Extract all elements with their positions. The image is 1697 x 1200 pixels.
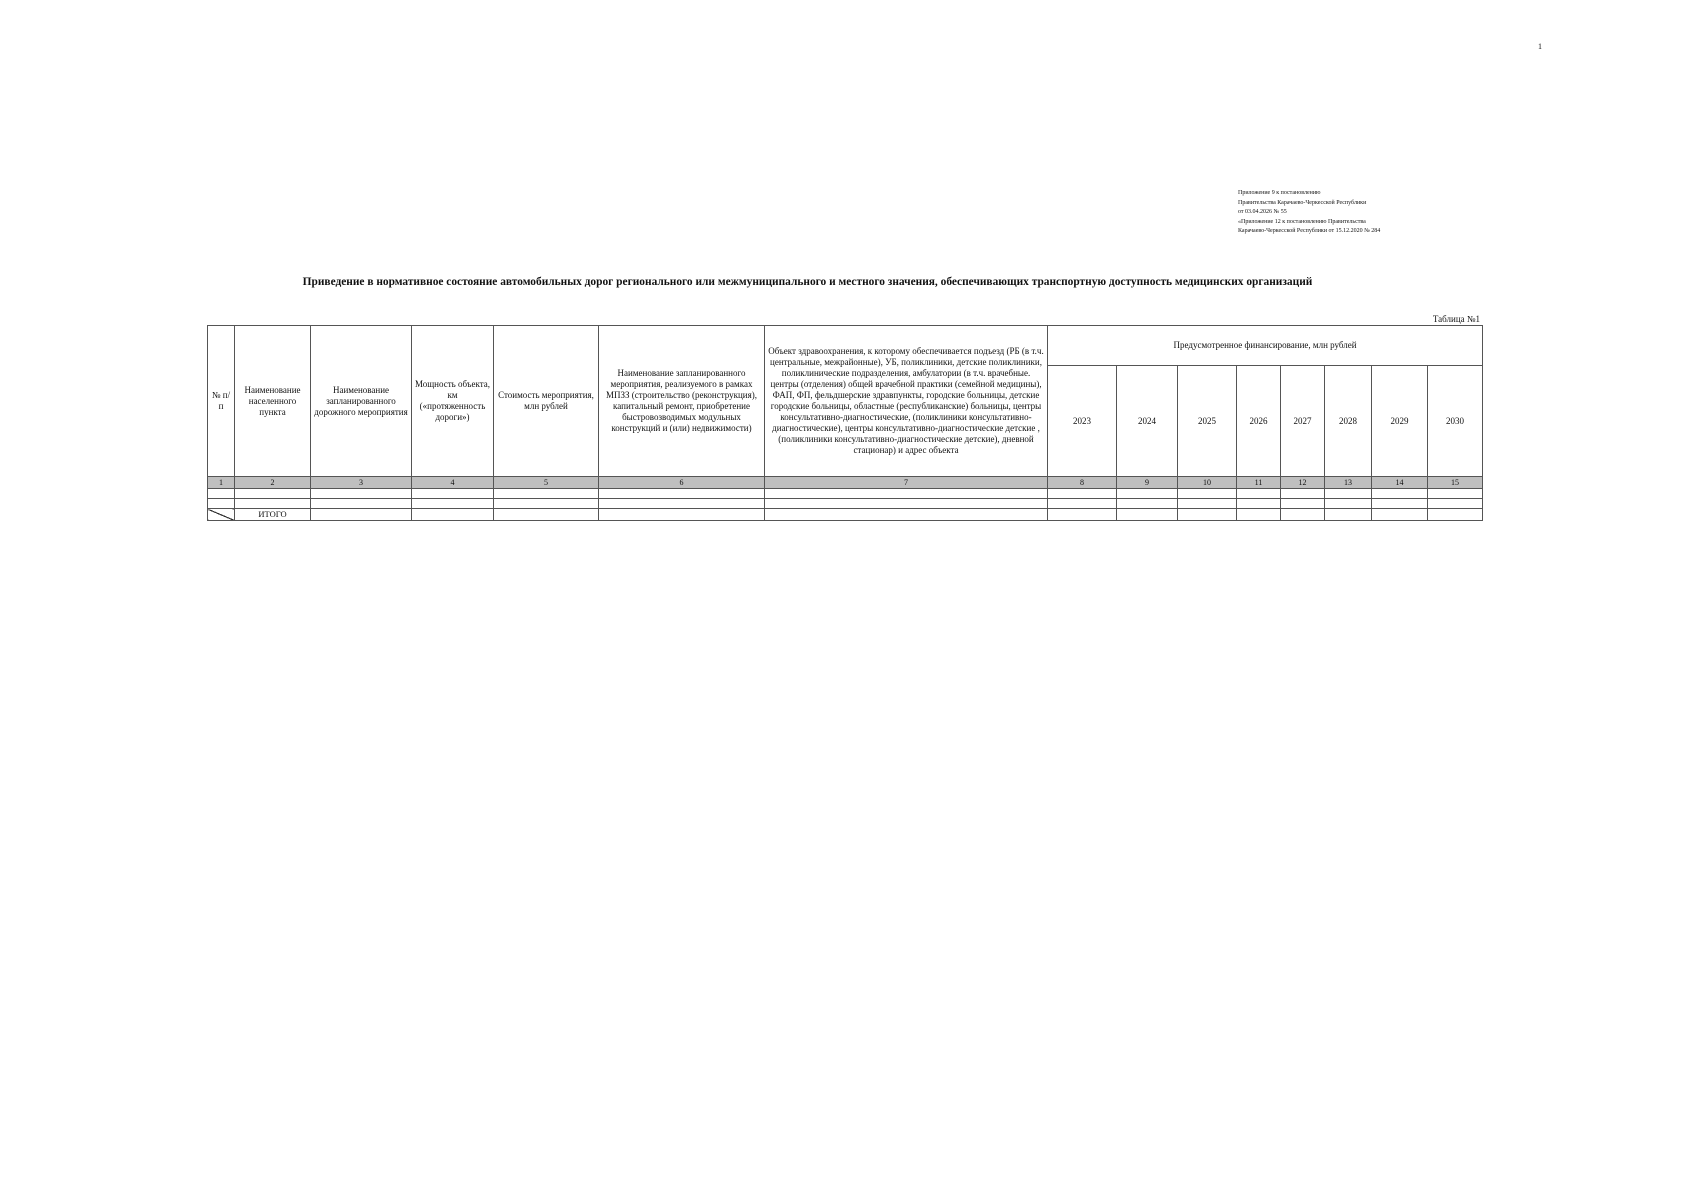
table-row: [208, 489, 1483, 499]
annex-line: Правительства Карачаево-Черкесской Республики: [1238, 199, 1367, 206]
table-cell: [1048, 499, 1117, 509]
table-cell: [412, 509, 494, 521]
table-cell: [235, 499, 311, 509]
table-cell: [1281, 509, 1325, 521]
table-cell: [1372, 489, 1428, 499]
table-cell: [1048, 489, 1117, 499]
column-number: 10: [1178, 477, 1237, 489]
table-cell: [1178, 499, 1237, 509]
table-cell: [412, 489, 494, 499]
table-cell: [1372, 509, 1428, 521]
header-cost: Стоимость мероприятия, млн рублей: [494, 326, 599, 477]
column-number: 8: [1048, 477, 1117, 489]
table-cell: [494, 489, 599, 499]
table-cell: [1325, 499, 1372, 509]
table-cell: [1428, 509, 1483, 521]
table-cell: [1237, 499, 1281, 509]
table-cell: [1325, 509, 1372, 521]
table-cell: [1281, 499, 1325, 509]
header-year: 2026: [1237, 366, 1281, 477]
table-cell: [1237, 489, 1281, 499]
column-number-row: [208, 477, 1483, 489]
column-number: 5: [494, 477, 599, 489]
document-title: Приведение в нормативное состояние автомобильных дорог регионального или межмуниципального и местного значения, обеспечивающих транспортную доступность медицинских организаций: [302, 276, 1313, 288]
annex-line: Карачаево-Черкесской Республики от 15.12.2020 № 284: [1238, 228, 1381, 234]
table-row: [208, 499, 1483, 509]
table-cell: [765, 509, 1048, 521]
column-number: 2: [235, 477, 311, 489]
table-cell: [765, 489, 1048, 499]
table-cell: [1428, 489, 1483, 499]
header-year: 2025: [1178, 366, 1237, 477]
table-cell: [1325, 489, 1372, 499]
column-number: 7: [765, 477, 1048, 489]
column-number: 14: [1372, 477, 1428, 489]
table-cell: [599, 489, 765, 499]
table-cell: [1117, 499, 1178, 509]
column-number: 13: [1325, 477, 1372, 489]
table-cell: [1117, 509, 1178, 521]
funding-table: [207, 325, 1483, 521]
table-cell: [311, 509, 412, 521]
annex-line: Приложение 9 к постановлению: [1238, 190, 1321, 196]
header-road-event: Наименование запланированного дорожного мероприятия: [311, 326, 412, 477]
annex-note: [1238, 189, 1498, 237]
table-cell: [1372, 499, 1428, 509]
table-cell: [1428, 499, 1483, 509]
table-cell: [208, 489, 235, 499]
table-cell: [1178, 509, 1237, 521]
total-row: [208, 509, 1483, 521]
table-cell: [235, 489, 311, 499]
column-number: 1: [208, 477, 235, 489]
header-year: 2030: [1428, 366, 1483, 477]
table-cell: [311, 489, 412, 499]
annex-line: от 03.04.2026 № 55: [1238, 209, 1287, 215]
header-year: 2023: [1048, 366, 1117, 477]
column-number: 15: [1428, 477, 1483, 489]
column-number: 3: [311, 477, 412, 489]
table-label: Таблица №1: [1432, 314, 1480, 324]
column-number: 4: [412, 477, 494, 489]
table-cell: [1237, 509, 1281, 521]
total-label: ИТОГО: [235, 509, 311, 521]
column-number: 9: [1117, 477, 1178, 489]
header-mpzz-event: Наименование запланированного мероприятия, реализуемого в рамках МПЗЗ (строительство (реконструкция), капитальный ремонт, приобретение быстровозводимых модульных конструкций и (или) недвижимости): [599, 326, 765, 477]
table-cell: [599, 509, 765, 521]
table-cell: [1117, 489, 1178, 499]
annex-line: «Приложение 12 к постановлению Правительства: [1238, 218, 1366, 225]
header-health-facility: Объект здравоохранения, к которому обеспечивается подъезд (РБ (в т.ч. центральные, межрайонные), УБ, поликлиники, детские поликлиники, поликлинические подразделения, амбулатории (в т.ч. врачебные. центры (отделения) общей врачебной практики (семейной медицины), ФАП, ФП, фельдшерские здравпункты, городские больницы, детские городские больницы, областные (республиканские) больницы, центры консультативно-диагностические, (поликлиники консультативно-диагностические), центры консультативно-диагностические детские , (поликлиники консультативно-диагностические детские), дневной стационар) и адрес объекта: [765, 326, 1048, 477]
header-capacity: Мощность объекта, км («протяженность дороги»): [412, 326, 494, 477]
column-number: 11: [1237, 477, 1281, 489]
header-funding: Предусмотренное финансирование, млн рублей: [1048, 326, 1483, 366]
table-cell: [1178, 489, 1237, 499]
table-cell: [1281, 489, 1325, 499]
header-year: 2029: [1372, 366, 1428, 477]
table-cell: [412, 499, 494, 509]
page-number: 1: [1538, 42, 1542, 51]
table-cell: [599, 499, 765, 509]
table-cell: [494, 509, 599, 521]
header-year: 2027: [1281, 366, 1325, 477]
header-year: 2024: [1117, 366, 1178, 477]
table-cell: [311, 499, 412, 509]
header-number: № п/п: [208, 326, 235, 477]
column-number: 12: [1281, 477, 1325, 489]
header-year: 2028: [1325, 366, 1372, 477]
header-settlement: Наименование населенного пункта: [235, 326, 311, 477]
diagonal-cell: [208, 509, 235, 521]
column-number: 6: [599, 477, 765, 489]
table-cell: [208, 499, 235, 509]
table-cell: [765, 499, 1048, 509]
table-cell: [1048, 509, 1117, 521]
table-cell: [494, 499, 599, 509]
